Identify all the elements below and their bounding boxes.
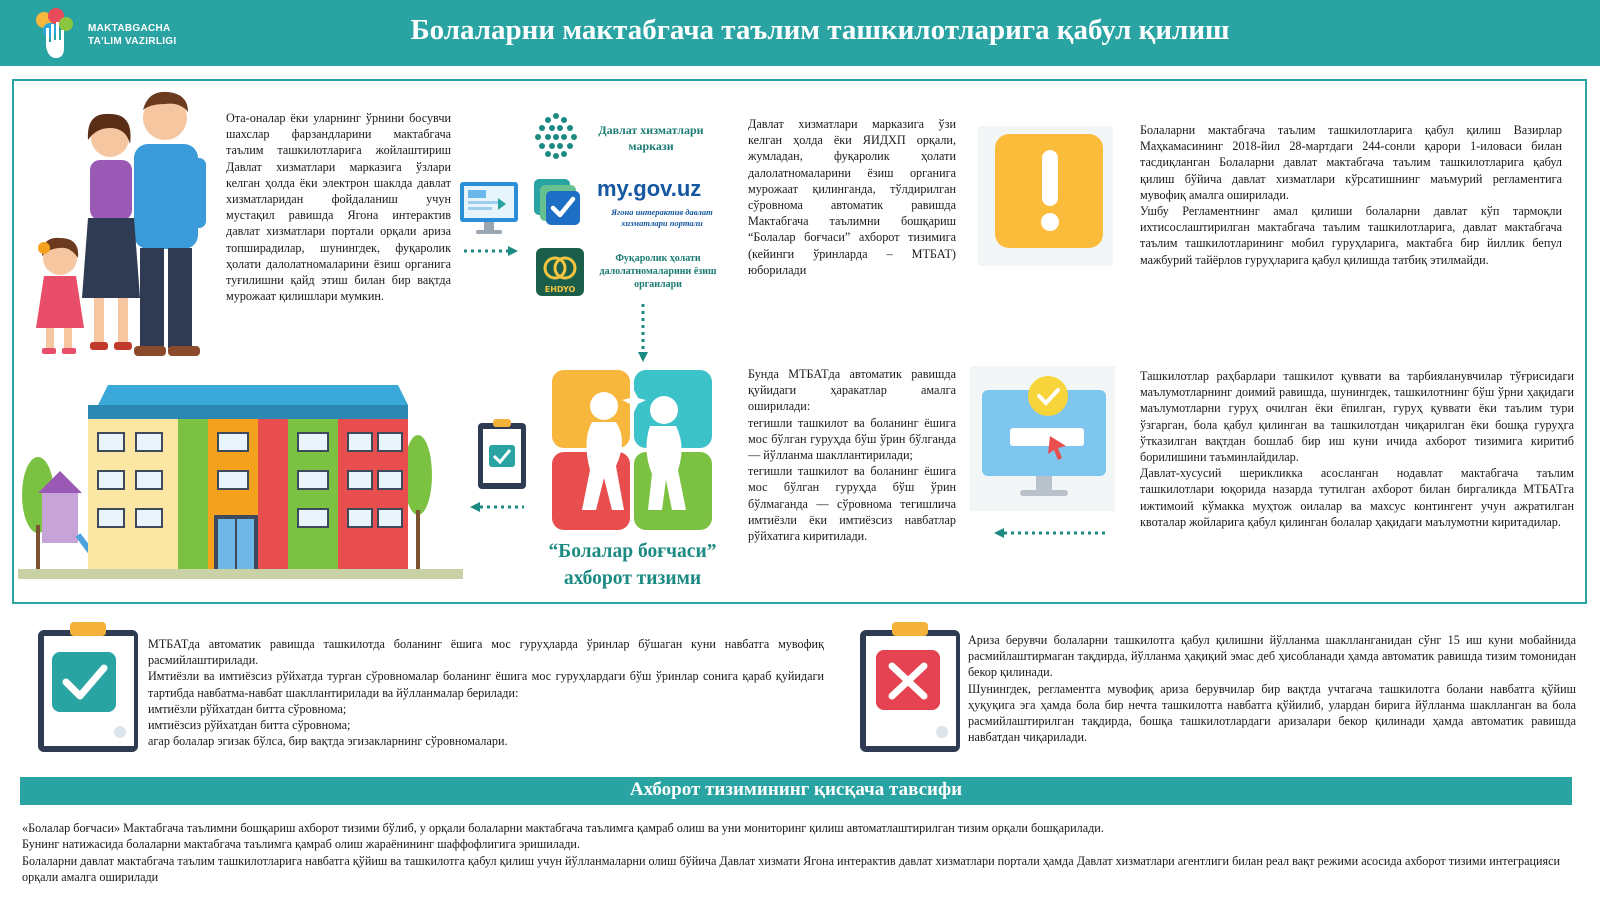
monitor-click-icon [970, 366, 1115, 511]
exclamation-icon [978, 126, 1113, 266]
organization-duties-text [1140, 368, 1574, 530]
clipboard-check-icon [475, 417, 530, 492]
arrow-right-icon [462, 244, 520, 258]
computer-update-card [970, 366, 1115, 511]
arrow-left-long-icon [992, 526, 1108, 540]
arrow-down-icon [636, 302, 650, 364]
information-system-caption [520, 538, 745, 592]
mygov-checkmark-icon [532, 177, 582, 227]
ministry-logo [32, 6, 192, 62]
state-services-center-icon [530, 110, 582, 162]
mygov-title: my.gov.uz [597, 176, 702, 201]
mygov-subtitle: Ягона интерактив давлат хизматлари портали [611, 207, 713, 228]
summary-line-2: Бунинг натижасида болаларни мактабгача таълимга қамраб олиш жараёнининг шаффофлигига эришилади. [22, 837, 580, 852]
summary-line-3: Болаларни давлат мактабгача таълим ташкилотларига навбатга қўйиш ва ташкилотга қабул қилиш учун йўлланмаларни олиш бўйича Давлат хизмати Ягона интерактив давлат хизматлари портали ҳамда Давлат хизматлари агентлиги билан реал вақт режими асосида ахборот тизими интеграцияси орқали амалга оширилади [22, 853, 1561, 884]
cancellation-rule-2: Шунингдек, регламентга мувофиқ ариза берувчилар бир вақтда учтагача ташкилотга болани навбатга қўйиш ҳуқуқига эга ҳамда бола бир нечта ташкилотга навбатга қўйилиб, улардан бирига йўлланма шаклланган ва бола расмийлаштирилган тақдирда, бошқа ташкилотлардаги аризалари бекор қилинади ҳамда автоматик равишда навбатдан чиқарилади. [968, 681, 1576, 745]
ministry-name-line2: TA'LIM VAZIRLIGI [88, 36, 177, 47]
regulation-paragraph-2: Ушбу Регламентнинг амал қилиши болаларни давлат кўп тармоқли ихтисослаштирилган мактабгача таълим ташкилотларига, давлат мактабгача таълим ташкилотларининг мобил гуруҳларига, мактабга бир йиллик бепул мажбурий тайёрлов гуруҳларига қабул қилишда татбиқ этилмайди. [1140, 204, 1562, 267]
cancellation-rule-1: Ариза берувчи болаларни ташкилотга қабул қилишни йўлланма шаклланганидан сўнг 15 иш куни мобайнида расмийлаштирмаган тақдирда, йўлланма ҳақиқий эмас деб ҳисобланади ҳамда автоматик равишда тизим томонидан бекор қилинади. [968, 633, 1576, 680]
hand-logo-icon [32, 6, 82, 62]
rejected-clipboard-icon [854, 620, 964, 755]
regulation-paragraph-1: Болаларни мактабгача таълим ташкилотларига қабул қилиш Вазирлар Маҳкамасининг 2018-йил 28-мартдаги 244-сонли қарори 1-иловаси билан тасдиқланган Болаларни давлат мактабгача таълим ташкилотларига қабул қилиш бўйича давлат хизматлари кўрсатишнинг маъмурий регламентига мувофиқ амалга оширилади. [1140, 123, 1562, 202]
kindergarten-building-illustration [18, 385, 463, 585]
allocation-rule-5: агар болалар эгизак бўлса, бир вақтда эгизакларнинг сўровномалари. [148, 734, 508, 749]
automatic-action-vacancy: тегишли ташкилот ва боланинг ёшига мос бўлган гуруҳда бўш ўрин бўлганда — йўлланма шакллантирилади; [748, 415, 956, 463]
caption-line-1: “Болалар боғчаси” [548, 541, 717, 562]
summary-section-header [20, 777, 1572, 805]
allocation-rules-text [148, 636, 824, 749]
warning-card [978, 126, 1113, 266]
summary-title: Ахборот тизимининг қисқача тавсифи [629, 779, 963, 800]
intro-paragraph: Ота-оналар ёки уларнинг ўрнини босувчи шахслар фарзандларини мактабгача таълим ташкилотларига жойлаштириш Давлат хизматлари марказига ўзлари келган ҳолда ёки электрон шаклда давлат хизматларидан фойдаланиш учун мустақил равишда Ягона интерактив давлат хизматлари портали орқали ариза топширадилар, шунингдек, фуқаролик ҳолати далолатномаларини ёзиш органига туғилишни қайд этиш билан бир вақтда мурожаат қилишлари мумкин. [226, 111, 451, 304]
civil-registry-label: Фуқаролик ҳолати далолатномаларини ёзиш органлари [599, 253, 717, 290]
computer-monitor-icon [458, 180, 520, 238]
allocation-rule-4: имтиёзсиз рўйхатдан битта сўровнома; [148, 718, 351, 733]
state-services-center-label: Давлат хизматлари маркази [598, 123, 704, 153]
submission-paragraph: Давлат хизматлари марказига ўзи келган ҳолда ёки ЯИДХП орқали, жумладан, фуқаролик ҳолати далолатномаларини ёзиш органига мурожаат қилинганда, тўлдирилган сўровнома автоматик равишда Мактабгача таълимни бошқариш “Болалар боғчаси” ахборот тизимига (кейинги ўринларда – МТБАТ) юборилади [748, 117, 956, 277]
ministry-name-line1: MAKTABGACHA [88, 23, 171, 34]
summary-text [22, 820, 1582, 885]
page-title: Болаларни мактабгача таълим ташкилотларига қабул қилиш [410, 14, 1230, 46]
caption-line-2: ахборот тизими [563, 568, 702, 589]
bolalar-bogchasi-logo [552, 370, 712, 530]
ministry-name [88, 22, 198, 48]
automatic-actions-text [748, 366, 956, 544]
automatic-action-queue: тегишли ташкилот ва боланинг ёшига мос бўлган гуруҳда бўш ўрин бўлмаганда — сўровнома тегишлича имтиёзли ёки имтиёзсиз навбатлар рўйхатига киритилади. [748, 464, 956, 544]
allocation-rule-1: МТБАТда автоматик равишда ташкилотда боланинг ёшига мос гуруҳларда ўринлар бўшаган куни навбатга мувофиқ расмийлаштирилади. [148, 637, 824, 668]
arrow-left-icon [468, 500, 526, 514]
organization-duties-paragraph-1: Ташкилотлар раҳбарлари ташкилот қуввати ва тарбияланувчилар тўғрисидаги маълумотларнинг доимий равишда, шунингдек, ташкилотнинг бўш ўрни ҳақидаги маълумотларни гуруҳ очилган ёки ёпилган, гуруҳ қуввати ёки таълим тури ўзгарган, бола қабул қилинган ва ташкилотдан чиқарилган ёки бошқа гуруҳга ўтказилган вақтдан бошлаб бир иш куни ичида ахборот тизимига киритиб борилишини таъминлайдилар. [1140, 369, 1574, 465]
approved-clipboard-icon [32, 620, 142, 755]
regulation-text [1140, 122, 1562, 268]
allocation-rule-3: имтиёзли рўйхатдан битта сўровнома; [148, 701, 347, 716]
header-bar [0, 0, 1600, 66]
civil-registry-icon [536, 248, 584, 296]
family-illustration [30, 88, 225, 363]
automatic-actions-intro: Бунда МТБАТда автоматик равишда қуйидаги ҳаракатлар амалга оширилади: [748, 367, 956, 414]
organization-duties-paragraph-2: Давлат-хусусий шерикликка асосланган нодавлат мактабгача таълим ташкилотлари юқорида назарда тутилган ахборот билан биргаликда МТБАТга ижтимоий кўмакка муҳтож оилалар ва махсус контингент учун ажратилган квоталар жойларига қабул қилинган болалар ҳақидаги маълумотни киритадилар. [1140, 466, 1574, 529]
summary-line-1: «Болалар боғчаси» Мактабгача таълимни бошқариш ахборот тизими бўлиб, у орқали болаларни мактабгача таълимга қамраб олиш ва уни мониторинг қилиш автоматлаштирилган тизим орқали бошқарилади. [22, 821, 1104, 835]
cancellation-rules-text [968, 632, 1576, 745]
civil-registry-badge: EHDYO [544, 285, 576, 294]
allocation-rule-2: Имтиёзли ва имтиёзсиз рўйхатда турган сўровномалар боланинг ёшига мос гуруҳлардаги бўш ўринлар сонига қараб қуйидаги тартибда навбатма-навбат шакллантирилади ва йўлланмалар берилади: [148, 669, 824, 700]
